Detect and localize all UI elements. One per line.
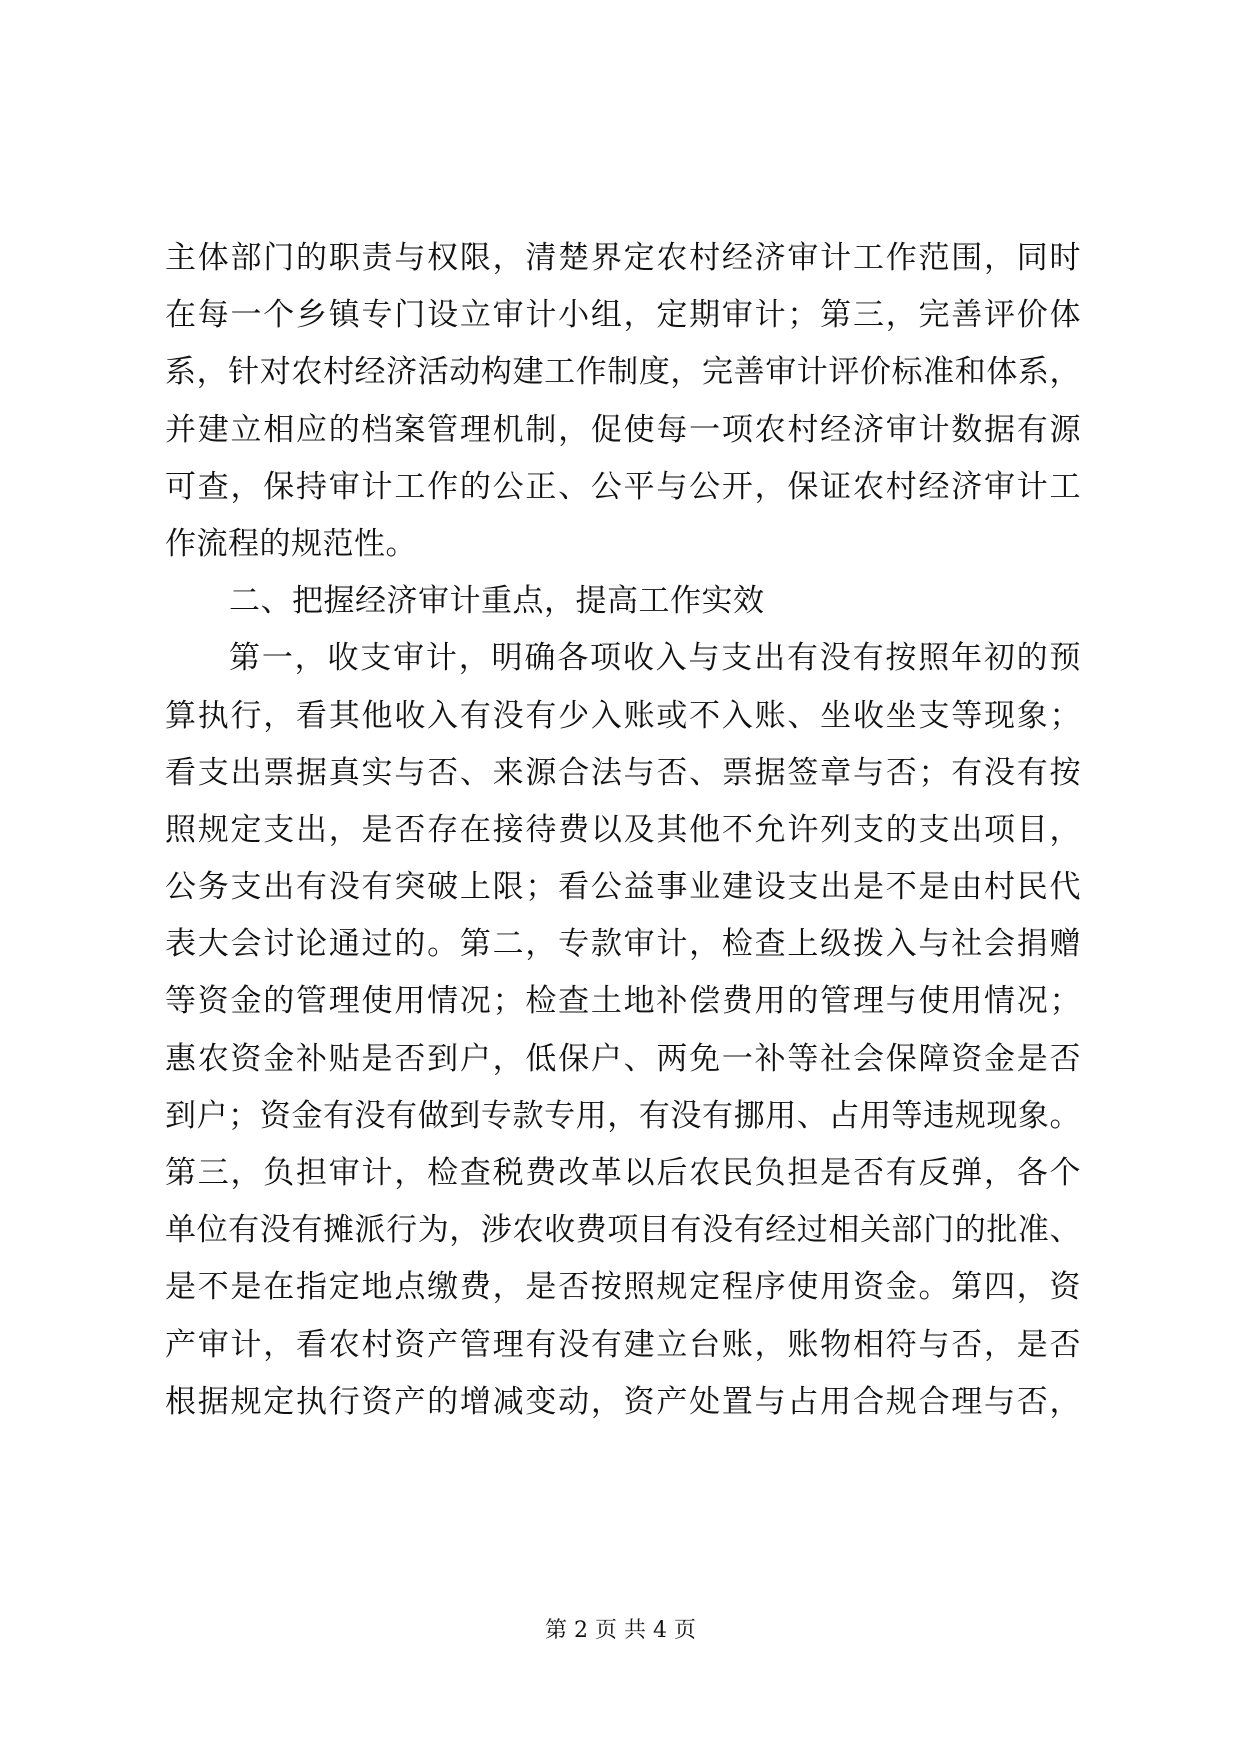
text-line: 第一，收支审计，明确各项收入与支出有没有按照年初的预 bbox=[229, 640, 1081, 677]
text-line: 可查，保持审计工作的公正、公平与公开，保证农村经济审计工 bbox=[165, 468, 1081, 505]
text-line: 系，针对农村经济活动构建工作制度，完善审计评价标准和体系， bbox=[165, 354, 1081, 391]
text-line: 作流程的规范性。 bbox=[165, 525, 417, 562]
text-line: 单位有没有摊派行为，涉农收费项目有没有经过相关部门的批准、 bbox=[165, 1212, 1081, 1249]
text-line: 产审计，看农村资产管理有没有建立台账，账物相符与否，是否 bbox=[165, 1326, 1081, 1363]
text-line: 并建立相应的档案管理机制，促使每一项农村经济审计数据有源 bbox=[165, 411, 1081, 448]
text-line: 照规定支出，是否存在接待费以及其他不允许列支的支出项目， bbox=[165, 811, 1081, 848]
text-line: 算执行，看其他收入有没有少入账或不入账、坐收坐支等现象； bbox=[165, 697, 1081, 734]
section-heading: 二、把握经济审计重点，提高工作实效 bbox=[229, 583, 765, 620]
text-line: 是不是在指定地点缴费，是否按照规定程序使用资金。第四，资 bbox=[165, 1269, 1081, 1306]
text-line: 表大会讨论通过的。第二，专款审计，检查上级拨入与社会捐赠 bbox=[165, 926, 1081, 963]
text-line: 主体部门的职责与权限，清楚界定农村经济审计工作范围，同时 bbox=[165, 240, 1081, 276]
text-line: 根据规定执行资产的增减变动，资产处置与占用合规合理与否， bbox=[165, 1383, 1081, 1420]
text-line: 在每一个乡镇专门设立审计小组，定期审计；第三，完善评价体 bbox=[165, 297, 1081, 334]
text-line: 公务支出有没有突破上限；看公益事业建设支出是不是由村民代 bbox=[165, 869, 1081, 906]
document-body bbox=[165, 230, 1081, 1431]
text-line: 惠农资金补贴是否到户，低保户、两免一补等社会保障资金是否 bbox=[165, 1040, 1081, 1077]
text-line: 等资金的管理使用情况；检查土地补偿费用的管理与使用情况； bbox=[165, 983, 1081, 1020]
text-line: 第三，负担审计，检查税费改革以后农民负担是否有反弹，各个 bbox=[165, 1155, 1081, 1191]
text-line: 到户；资金有没有做到专款专用，有没有挪用、占用等违规现象。 bbox=[165, 1097, 1081, 1134]
text-line: 看支出票据真实与否、来源合法与否、票据签章与否；有没有按 bbox=[165, 754, 1081, 791]
page-footer: 第 2 页 共 4 页 bbox=[545, 1618, 696, 1643]
